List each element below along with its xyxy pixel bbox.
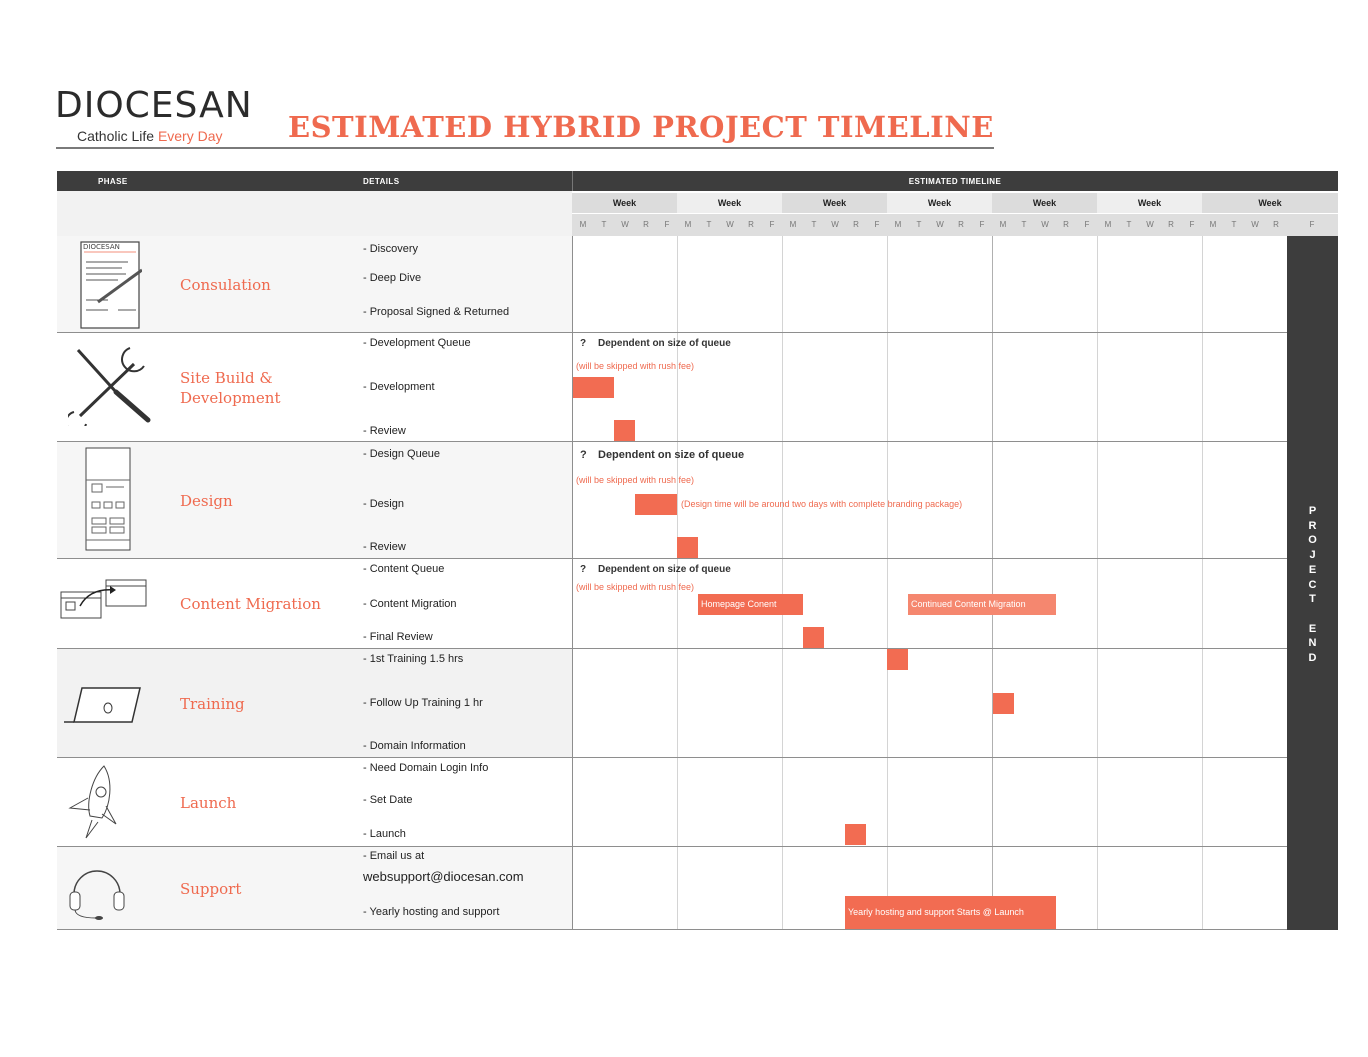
week-header-1: Week	[572, 193, 677, 213]
support-email: websupport@diocesan.com	[363, 869, 524, 884]
question-mark-icon: ?	[580, 338, 587, 349]
day-label: M	[1209, 220, 1217, 229]
phase-training: Training	[180, 695, 245, 713]
timeline-left-border	[572, 236, 573, 930]
project-end-letter: R	[1308, 519, 1317, 532]
logo-tagline	[77, 128, 253, 144]
day-label: F	[664, 220, 670, 229]
row-divider	[57, 757, 1287, 758]
week-header-2: Week	[677, 193, 782, 213]
svg-text:DIOCESAN: DIOCESAN	[83, 243, 120, 251]
timeline-column-header: ESTIMATED TIMELINE	[908, 177, 1002, 186]
project-end-letter: E	[1308, 622, 1317, 635]
timeline-bar-launch	[845, 824, 866, 845]
timeline-bar-design-review	[677, 537, 698, 558]
phase-launch: Launch	[180, 794, 237, 812]
table-bottom-border	[57, 929, 1338, 930]
day-label: F	[1309, 220, 1315, 229]
day-label: F	[1189, 220, 1195, 229]
week-header-3: Week	[782, 193, 887, 213]
laptop-icon	[62, 686, 144, 726]
detail-item: - Development Queue	[363, 337, 471, 349]
detail-item: - 1st Training 1.5 hrs	[363, 653, 464, 665]
day-label: W	[621, 220, 629, 229]
details-column-header: DETAILS	[363, 177, 400, 186]
day-label: W	[726, 220, 734, 229]
detail-item: - Review	[363, 425, 406, 437]
day-label: M	[684, 220, 692, 229]
rush-fee-note: (will be skipped with rush fee)	[576, 475, 695, 485]
row-divider	[57, 648, 1287, 649]
tagline-prefix: Catholic Life	[77, 128, 158, 144]
day-label: R	[1273, 220, 1279, 229]
row-divider	[57, 558, 1287, 559]
queue-text: Dependent on size of queue	[598, 338, 731, 349]
project-end-letter: E	[1308, 563, 1317, 576]
day-label: F	[769, 220, 775, 229]
timeline-bar-continued-migration: Continued Content Migration	[908, 594, 1056, 615]
detail-item: - Development	[363, 381, 435, 393]
headset-icon	[66, 860, 128, 922]
week-header-6: Week	[1097, 193, 1202, 213]
design-time-note: (Design time will be around two days with complete branding package)	[681, 499, 963, 509]
phase-consultation: Consulation	[180, 276, 271, 294]
timeline-bar-followup-training	[993, 693, 1014, 714]
day-label: T	[1231, 220, 1237, 229]
day-label: R	[643, 220, 649, 229]
day-label: R	[853, 220, 859, 229]
day-label: F	[979, 220, 985, 229]
detail-item: - Deep Dive	[363, 272, 422, 284]
timeline-bar-design	[635, 494, 677, 515]
row-divider	[57, 441, 1287, 442]
detail-item: - Proposal Signed & Returned	[363, 306, 510, 318]
day-label: M	[999, 220, 1007, 229]
phase-column-header: PHASE	[98, 177, 128, 186]
day-label: M	[1104, 220, 1112, 229]
project-end-letter	[1287, 607, 1338, 622]
week-divider	[887, 236, 888, 930]
detail-item: - Design Queue	[363, 448, 441, 460]
timeline-bar-development	[573, 377, 614, 398]
day-label: M	[789, 220, 797, 229]
detail-item: - Content Queue	[363, 563, 445, 575]
day-label: W	[1041, 220, 1049, 229]
day-label: M	[894, 220, 902, 229]
day-label: T	[916, 220, 922, 229]
week-divider	[1097, 236, 1098, 930]
day-label: T	[811, 220, 817, 229]
tagline-highlight: Every Day	[157, 128, 223, 144]
detail-item: - Final Review	[363, 631, 433, 643]
queue-text: Dependent on size of queue	[598, 449, 745, 461]
design-queue-note	[580, 449, 744, 461]
timeline-bar-dev-review	[614, 420, 635, 441]
project-end-letter: T	[1309, 593, 1316, 606]
contract-document-icon	[78, 240, 142, 330]
project-end-letter: O	[1308, 534, 1317, 547]
week-divider	[1202, 236, 1203, 930]
day-label: W	[1146, 220, 1154, 229]
day-label: W	[1251, 220, 1259, 229]
week-divider	[782, 236, 783, 930]
week-divider	[992, 236, 993, 930]
detail-item: - Yearly hosting and support	[363, 906, 500, 918]
detail-item: - Need Domain Login Info	[363, 762, 489, 774]
day-label: F	[1084, 220, 1090, 229]
row-divider	[57, 332, 1287, 333]
row-bg-design	[57, 442, 572, 558]
content-queue-note	[580, 564, 731, 575]
day-label: R	[1063, 220, 1069, 229]
detail-item: - Set Date	[363, 794, 413, 806]
detail-item: - Design	[363, 498, 404, 510]
rocket-icon	[66, 762, 122, 842]
day-label: T	[1021, 220, 1027, 229]
browser-transfer-icon	[58, 576, 150, 622]
detail-item: - Content Migration	[363, 598, 457, 610]
phase-content-migration: Content Migration	[180, 595, 321, 613]
diocesan-logo	[55, 86, 253, 144]
queue-text: Dependent on size of queue	[598, 564, 731, 575]
detail-item: - Domain Information	[363, 740, 466, 752]
detail-item: - Review	[363, 541, 406, 553]
day-label: W	[936, 220, 944, 229]
day-label: T	[1126, 220, 1132, 229]
phase-design: Design	[180, 492, 233, 510]
day-label: R	[958, 220, 964, 229]
project-end-letter: P	[1308, 505, 1317, 517]
project-end-column	[1287, 236, 1338, 930]
row-bg-launch	[57, 758, 572, 846]
week-header-4: Week	[887, 193, 992, 213]
day-label: F	[874, 220, 880, 229]
project-end-letter: N	[1308, 637, 1317, 650]
project-end-letter: D	[1308, 652, 1317, 665]
phase-site-build: Site Build & Development	[180, 369, 281, 407]
title-divider	[56, 147, 994, 149]
day-label: T	[706, 220, 712, 229]
wireframe-page-icon	[84, 446, 132, 552]
detail-item: - Launch	[363, 828, 406, 840]
week-header-5: Week	[992, 193, 1097, 213]
detail-item: - Email us at	[363, 850, 425, 862]
project-end-letter: J	[1309, 549, 1316, 562]
timeline-bar-homepage-content: Homepage Conent	[698, 594, 803, 615]
detail-item: - Discovery	[363, 243, 419, 255]
row-divider	[57, 846, 1287, 847]
subheader-blank	[57, 191, 572, 236]
dev-queue-note	[580, 338, 731, 349]
timeline-bar-final-review	[803, 627, 824, 648]
wrench-screwdriver-icon	[68, 342, 154, 426]
question-mark-icon: ?	[580, 564, 587, 575]
project-end-letter: C	[1308, 578, 1317, 591]
day-label: T	[601, 220, 607, 229]
question-mark-icon: ?	[580, 449, 587, 461]
detail-item: - Follow Up Training 1 hr	[363, 697, 483, 709]
timeline-bar-hosting: Yearly hosting and support Starts @ Launch	[845, 896, 1056, 929]
page-title: ESTIMATED HYBRID PROJECT TIMELINE	[288, 110, 994, 144]
rush-fee-note: (will be skipped with rush fee)	[576, 361, 695, 371]
project-end-label	[1287, 504, 1338, 666]
week-header-7: Week	[1202, 193, 1338, 213]
logo-wordmark: DIOCESAN	[55, 85, 253, 126]
day-label: R	[1168, 220, 1174, 229]
rush-fee-note: (will be skipped with rush fee)	[576, 582, 695, 592]
phase-support: Support	[180, 880, 242, 898]
day-label: W	[831, 220, 839, 229]
timeline-bar-first-training	[887, 649, 908, 670]
day-label: M	[579, 220, 587, 229]
day-label: R	[748, 220, 754, 229]
